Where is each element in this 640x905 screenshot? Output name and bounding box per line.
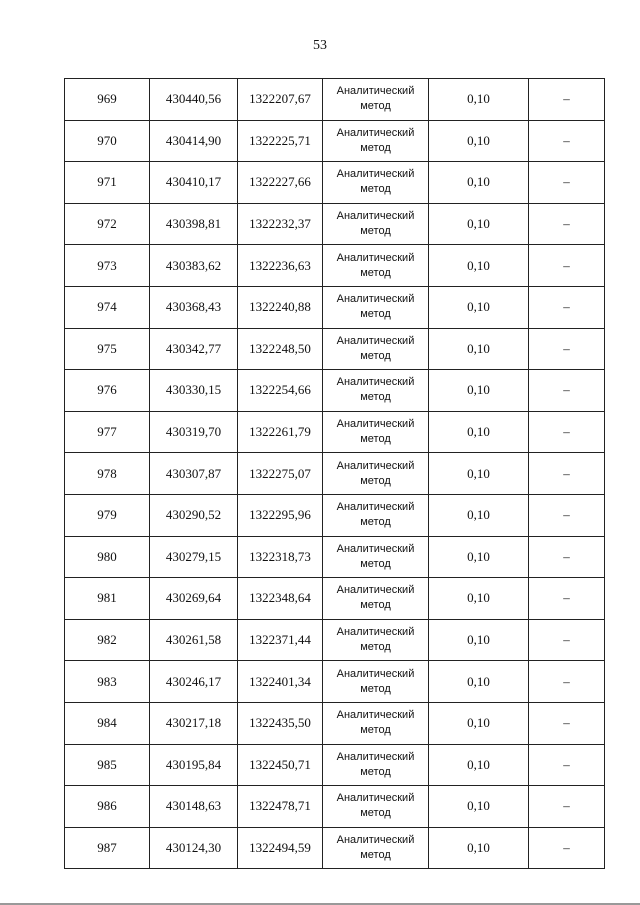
method-line-1: Аналитический <box>336 709 415 722</box>
y-coordinate-cell: 1322450,71 <box>238 744 323 786</box>
table-row <box>65 786 605 828</box>
accuracy-cell: 0,10 <box>429 286 529 328</box>
table-row <box>65 744 605 786</box>
method-cell <box>323 411 429 453</box>
point-number-cell: 983 <box>65 661 150 703</box>
table-row <box>65 827 605 869</box>
note-cell: – <box>529 744 605 786</box>
method-line-2: метод <box>360 225 391 238</box>
x-coordinate-cell: 430414,90 <box>150 120 238 162</box>
accuracy-cell: 0,10 <box>429 578 529 620</box>
note-cell: – <box>529 702 605 744</box>
x-coordinate-cell: 430195,84 <box>150 744 238 786</box>
y-coordinate-cell: 1322236,63 <box>238 245 323 287</box>
method-line-1: Аналитический <box>336 251 415 264</box>
y-coordinate-cell: 1322318,73 <box>238 536 323 578</box>
note-cell: – <box>529 827 605 869</box>
point-number-cell: 984 <box>65 702 150 744</box>
accuracy-cell: 0,10 <box>429 120 529 162</box>
method-cell <box>323 661 429 703</box>
method-line-1: Аналитический <box>336 85 415 98</box>
x-coordinate-cell: 430398,81 <box>150 203 238 245</box>
note-cell: – <box>529 286 605 328</box>
point-number-cell: 980 <box>65 536 150 578</box>
accuracy-cell: 0,10 <box>429 411 529 453</box>
x-coordinate-cell: 430246,17 <box>150 661 238 703</box>
method-cell <box>323 578 429 620</box>
method-cell <box>323 328 429 370</box>
method-cell <box>323 203 429 245</box>
y-coordinate-cell: 1322240,88 <box>238 286 323 328</box>
method-line-1: Аналитический <box>336 501 415 514</box>
method-line-2: метод <box>360 641 391 654</box>
note-cell: – <box>529 203 605 245</box>
point-number-cell: 982 <box>65 619 150 661</box>
x-coordinate-cell: 430383,62 <box>150 245 238 287</box>
table-row <box>65 162 605 204</box>
accuracy-cell: 0,10 <box>429 370 529 412</box>
accuracy-cell: 0,10 <box>429 203 529 245</box>
method-cell <box>323 536 429 578</box>
table-row <box>65 328 605 370</box>
point-number-cell: 977 <box>65 411 150 453</box>
method-line-2: метод <box>360 391 391 404</box>
accuracy-cell: 0,10 <box>429 328 529 370</box>
note-cell: – <box>529 661 605 703</box>
method-line-2: метод <box>360 848 391 861</box>
note-cell: – <box>529 120 605 162</box>
point-number-cell: 979 <box>65 494 150 536</box>
y-coordinate-cell: 1322478,71 <box>238 786 323 828</box>
note-cell: – <box>529 328 605 370</box>
method-line-1: Аналитический <box>336 833 415 846</box>
method-line-1: Аналитический <box>336 584 415 597</box>
note-cell: – <box>529 578 605 620</box>
note-cell: – <box>529 411 605 453</box>
method-line-1: Аналитический <box>336 626 415 639</box>
point-number-cell: 986 <box>65 786 150 828</box>
x-coordinate-cell: 430124,30 <box>150 827 238 869</box>
y-coordinate-cell: 1322348,64 <box>238 578 323 620</box>
method-line-2: метод <box>360 682 391 695</box>
method-line-1: Аналитический <box>336 459 415 472</box>
accuracy-cell: 0,10 <box>429 245 529 287</box>
method-line-2: метод <box>360 308 391 321</box>
y-coordinate-cell: 1322275,07 <box>238 453 323 495</box>
method-line-1: Аналитический <box>336 168 415 181</box>
y-coordinate-cell: 1322371,44 <box>238 619 323 661</box>
table-row <box>65 370 605 412</box>
method-line-2: метод <box>360 516 391 529</box>
method-cell <box>323 245 429 287</box>
accuracy-cell: 0,10 <box>429 827 529 869</box>
y-coordinate-cell: 1322494,59 <box>238 827 323 869</box>
method-line-2: метод <box>360 807 391 820</box>
method-line-2: метод <box>360 100 391 113</box>
note-cell: – <box>529 245 605 287</box>
y-coordinate-cell: 1322232,37 <box>238 203 323 245</box>
method-cell <box>323 744 429 786</box>
method-line-1: Аналитический <box>336 210 415 223</box>
x-coordinate-cell: 430319,70 <box>150 411 238 453</box>
point-number-cell: 978 <box>65 453 150 495</box>
y-coordinate-cell: 1322207,67 <box>238 79 323 121</box>
method-line-2: метод <box>360 349 391 362</box>
x-coordinate-cell: 430342,77 <box>150 328 238 370</box>
table-row <box>65 494 605 536</box>
point-number-cell: 970 <box>65 120 150 162</box>
note-cell: – <box>529 370 605 412</box>
point-number-cell: 985 <box>65 744 150 786</box>
x-coordinate-cell: 430290,52 <box>150 494 238 536</box>
note-cell: – <box>529 453 605 495</box>
y-coordinate-cell: 1322401,34 <box>238 661 323 703</box>
method-line-2: метод <box>360 557 391 570</box>
method-cell <box>323 494 429 536</box>
coordinates-table <box>64 78 605 869</box>
x-coordinate-cell: 430440,56 <box>150 79 238 121</box>
point-number-cell: 972 <box>65 203 150 245</box>
method-cell <box>323 162 429 204</box>
method-line-1: Аналитический <box>336 792 415 805</box>
accuracy-cell: 0,10 <box>429 79 529 121</box>
method-line-1: Аналитический <box>336 418 415 431</box>
method-line-1: Аналитический <box>336 334 415 347</box>
method-line-1: Аналитический <box>336 376 415 389</box>
table-row <box>65 702 605 744</box>
note-cell: – <box>529 162 605 204</box>
accuracy-cell: 0,10 <box>429 162 529 204</box>
page-number: 53 <box>313 38 327 53</box>
x-coordinate-cell: 430307,87 <box>150 453 238 495</box>
x-coordinate-cell: 430368,43 <box>150 286 238 328</box>
y-coordinate-cell: 1322295,96 <box>238 494 323 536</box>
table-row <box>65 203 605 245</box>
coordinates-table-wrap <box>64 78 605 869</box>
method-line-2: метод <box>360 183 391 196</box>
method-cell <box>323 619 429 661</box>
accuracy-cell: 0,10 <box>429 702 529 744</box>
accuracy-cell: 0,10 <box>429 744 529 786</box>
accuracy-cell: 0,10 <box>429 661 529 703</box>
note-cell: – <box>529 536 605 578</box>
note-cell: – <box>529 786 605 828</box>
table-row <box>65 578 605 620</box>
y-coordinate-cell: 1322435,50 <box>238 702 323 744</box>
note-cell: – <box>529 619 605 661</box>
point-number-cell: 969 <box>65 79 150 121</box>
point-number-cell: 974 <box>65 286 150 328</box>
method-line-1: Аналитический <box>336 293 415 306</box>
method-cell <box>323 827 429 869</box>
table-body <box>65 79 605 869</box>
table-row <box>65 411 605 453</box>
table-row <box>65 79 605 121</box>
point-number-cell: 975 <box>65 328 150 370</box>
x-coordinate-cell: 430410,17 <box>150 162 238 204</box>
table-row <box>65 619 605 661</box>
x-coordinate-cell: 430148,63 <box>150 786 238 828</box>
x-coordinate-cell: 430330,15 <box>150 370 238 412</box>
table-row <box>65 536 605 578</box>
method-line-1: Аналитический <box>336 750 415 763</box>
method-line-2: метод <box>360 724 391 737</box>
x-coordinate-cell: 430217,18 <box>150 702 238 744</box>
point-number-cell: 971 <box>65 162 150 204</box>
method-line-2: метод <box>360 474 391 487</box>
method-line-1: Аналитический <box>336 126 415 139</box>
point-number-cell: 987 <box>65 827 150 869</box>
y-coordinate-cell: 1322254,66 <box>238 370 323 412</box>
accuracy-cell: 0,10 <box>429 453 529 495</box>
table-row <box>65 453 605 495</box>
accuracy-cell: 0,10 <box>429 619 529 661</box>
method-line-2: метод <box>360 433 391 446</box>
accuracy-cell: 0,10 <box>429 786 529 828</box>
method-cell <box>323 120 429 162</box>
note-cell: – <box>529 79 605 121</box>
method-cell <box>323 370 429 412</box>
x-coordinate-cell: 430261,58 <box>150 619 238 661</box>
method-cell <box>323 702 429 744</box>
method-cell <box>323 79 429 121</box>
point-number-cell: 981 <box>65 578 150 620</box>
point-number-cell: 973 <box>65 245 150 287</box>
method-line-2: метод <box>360 599 391 612</box>
point-number-cell: 976 <box>65 370 150 412</box>
y-coordinate-cell: 1322261,79 <box>238 411 323 453</box>
method-line-2: метод <box>360 765 391 778</box>
method-cell <box>323 453 429 495</box>
table-row <box>65 286 605 328</box>
method-line-2: метод <box>360 141 391 154</box>
y-coordinate-cell: 1322248,50 <box>238 328 323 370</box>
method-cell <box>323 786 429 828</box>
table-row <box>65 245 605 287</box>
accuracy-cell: 0,10 <box>429 536 529 578</box>
method-line-1: Аналитический <box>336 542 415 555</box>
accuracy-cell: 0,10 <box>429 494 529 536</box>
method-line-2: метод <box>360 266 391 279</box>
table-row <box>65 661 605 703</box>
table-row <box>65 120 605 162</box>
method-line-1: Аналитический <box>336 667 415 680</box>
y-coordinate-cell: 1322225,71 <box>238 120 323 162</box>
y-coordinate-cell: 1322227,66 <box>238 162 323 204</box>
x-coordinate-cell: 430269,64 <box>150 578 238 620</box>
x-coordinate-cell: 430279,15 <box>150 536 238 578</box>
method-cell <box>323 286 429 328</box>
note-cell: – <box>529 494 605 536</box>
